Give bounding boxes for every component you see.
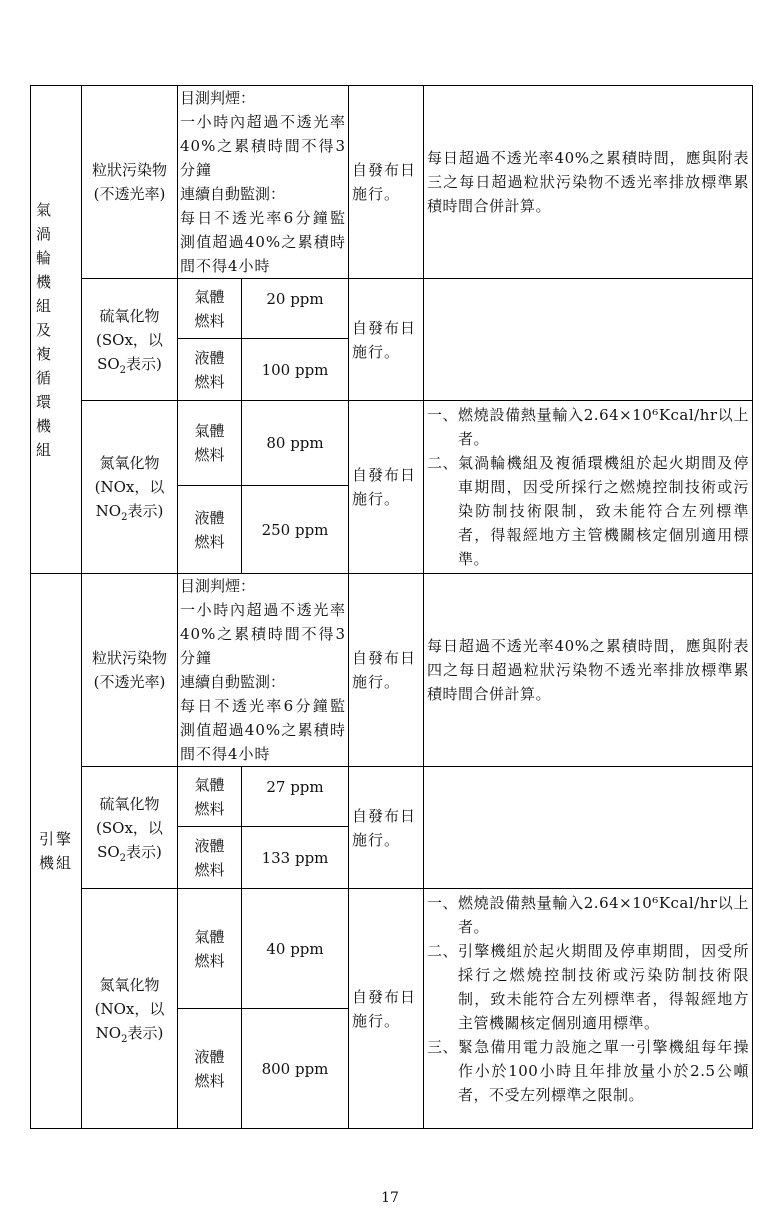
remark-item: 二、 氣渦輪機組及複循環機組於起火期間及停車期間，因受所採行之燃燒控制技術或污染防制技術限制，致未能符合左列標準者，得報經地方主管機關核定個別適用標準。	[427, 454, 749, 568]
remark-item: 一、 燃燒設備熱量輸入2.64×10⁶Kcal/hr以上者。	[427, 894, 749, 936]
particulate-standard: 目測判煙： 一小時內超過不透光率40%之累積時間不得3分鐘 連續自動監測： 每日不透光率6分鐘監測值超過40%之累積時間不得4小時	[178, 86, 349, 279]
emission-limit: 250 ppm	[242, 486, 349, 574]
table-row	[31, 279, 753, 339]
fuel-type: 氣體燃料	[178, 767, 242, 827]
remark	[424, 401, 753, 574]
fuel-type: 液體燃料	[178, 827, 242, 889]
table-row	[31, 889, 753, 1009]
emission-limit: 80 ppm	[242, 401, 349, 486]
effective-date: 自發布日施行。	[349, 279, 424, 401]
table-row	[31, 574, 753, 767]
emission-limit: 800 ppm	[242, 1009, 349, 1129]
remark-item: 三、 緊急備用電力設施之單一引擎機組每年操作小於100小時且年排放量小於2.5公噸者，不受左列標準之限制。	[427, 1038, 749, 1104]
table-row	[31, 401, 753, 486]
emission-standards-table	[30, 85, 753, 1129]
page-number: 17	[381, 1190, 399, 1206]
equipment-group-label: 引擎機組	[31, 574, 82, 1129]
pollutant-label: 硫氧化物 (SOx，以 $SO_2$表示)	[82, 279, 178, 401]
remark	[424, 767, 753, 889]
remark: 每日超過不透光率40%之累積時間，應與附表三之每日超過粒狀污染物不透光率排放標準累積時間合併計算。	[424, 86, 753, 279]
fuel-type: 氣體燃料	[178, 401, 242, 486]
pollutant-label: 氮氧化物 (NOx，以 $NO_2$表示)	[82, 889, 178, 1129]
remark-item: 二、 引擎機組於起火期間及停車期間，因受所採行之燃燒控制技術或污染防制技術限制，致未能符合左列標準者，得報經地方主管機關核定個別適用標準。	[427, 942, 749, 1032]
effective-date: 自發布日施行。	[349, 401, 424, 574]
table-row	[31, 767, 753, 827]
effective-date: 自發布日施行。	[349, 86, 424, 279]
emission-limit: 20 ppm	[242, 279, 349, 339]
pollutant-label: 粒狀污染物(不透光率)	[82, 86, 178, 279]
emission-limit: 100 ppm	[242, 339, 349, 401]
table-row	[31, 86, 753, 279]
fuel-type: 氣體燃料	[178, 889, 242, 1009]
fuel-type: 液體燃料	[178, 486, 242, 574]
pollutant-label: 粒狀污染物(不透光率)	[82, 574, 178, 767]
pollutant-label: 硫氧化物 (SOx，以 $SO_2$表示)	[82, 767, 178, 889]
fuel-type: 液體燃料	[178, 339, 242, 401]
emission-limit: 40 ppm	[242, 889, 349, 1009]
effective-date: 自發布日施行。	[349, 767, 424, 889]
remark-item: 一、 燃燒設備熱量輸入2.64×10⁶Kcal/hr以上者。	[427, 406, 749, 448]
emission-limit: 27 ppm	[242, 767, 349, 827]
effective-date: 自發布日施行。	[349, 889, 424, 1129]
fuel-type: 液體燃料	[178, 1009, 242, 1129]
particulate-standard: 目測判煙： 一小時內超過不透光率40%之累積時間不得3分鐘 連續自動監測： 每日不透光率6分鐘監測值超過40%之累積時間不得4小時	[178, 574, 349, 767]
remark	[424, 889, 753, 1129]
remark: 每日超過不透光率40%之累積時間，應與附表四之每日超過粒狀污染物不透光率排放標準累積時間合併計算。	[424, 574, 753, 767]
equipment-group-label: 氣渦輪機組及複循環機組	[31, 86, 82, 574]
effective-date: 自發布日施行。	[349, 574, 424, 767]
fuel-type: 氣體燃料	[178, 279, 242, 339]
remark	[424, 279, 753, 401]
pollutant-label: 氮氧化物 (NOx，以 $NO_2$表示)	[82, 401, 178, 574]
emission-limit: 133 ppm	[242, 827, 349, 889]
